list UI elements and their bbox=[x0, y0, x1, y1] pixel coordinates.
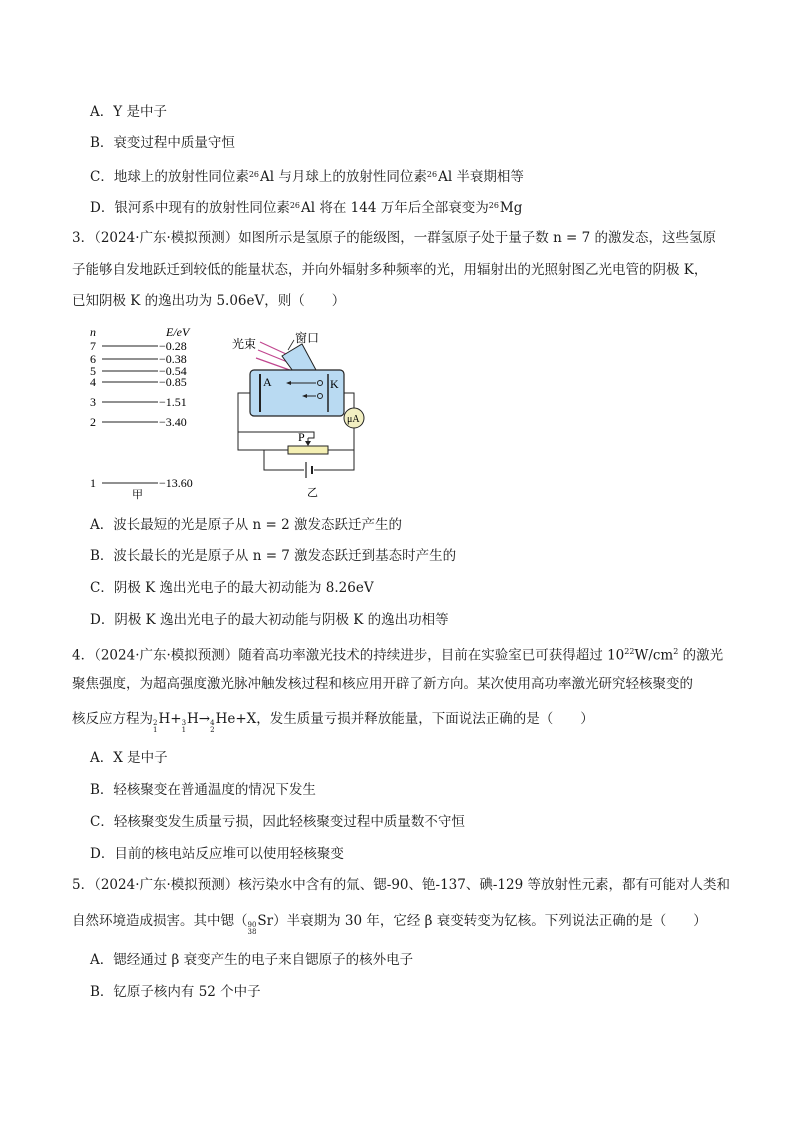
n-axis-label: n bbox=[90, 325, 96, 339]
slider-label: P bbox=[298, 430, 305, 444]
option-c-prev bbox=[90, 166, 524, 186]
level-n: 6 bbox=[90, 352, 96, 366]
energy-axis-label: E/eV bbox=[166, 325, 190, 339]
energy-level-diagram bbox=[84, 320, 214, 500]
level-n: 2 bbox=[90, 415, 96, 429]
atomic-number: 1 bbox=[181, 726, 187, 734]
photoelectric-circuit-diagram bbox=[228, 326, 378, 502]
stem-text: 的激光 bbox=[678, 647, 724, 664]
level-energy: −3.40 bbox=[159, 415, 187, 429]
option-text: C．地球上的放射性同位素 bbox=[90, 169, 249, 185]
stem-text: 自然环境造成损害。其中锶（ bbox=[72, 913, 248, 929]
level-energy: −13.60 bbox=[159, 476, 193, 490]
level-n: 4 bbox=[90, 375, 96, 389]
stem-text: ）半衰期为 30 年，它经 β 衰变转变为钇核。下列说法正确的是（ ） bbox=[273, 913, 707, 929]
level-energy: −0.54 bbox=[159, 364, 187, 378]
q5-stem-line1: 5．（2024·广东·模拟预测）核污染水中含有的氚、锶-90、铯-137、碘-129 等放射性元素，都有可能对人类和 bbox=[72, 877, 730, 893]
level-energy: −0.85 bbox=[159, 375, 187, 389]
option-text: Al 将在 144 万年后全部衰变为 bbox=[301, 200, 489, 216]
option-text: Al 与月球上的放射性同位素 bbox=[260, 169, 427, 185]
level-1 bbox=[90, 476, 193, 490]
q4-option-d: D．目前的核电站反应堆可以使用轻核聚变 bbox=[90, 846, 344, 862]
level-2 bbox=[90, 415, 187, 429]
q5-option-a: A．锶经通过 β 衰变产生的电子来自锶原子的核外电子 bbox=[90, 952, 414, 968]
exponent: 22 bbox=[624, 647, 635, 656]
q4-stem-line1 bbox=[72, 643, 723, 665]
nuclide-index bbox=[153, 720, 157, 734]
isotope-mass: 26 bbox=[248, 170, 260, 179]
isotope-mass: 26 bbox=[488, 201, 499, 210]
option-b-prev bbox=[90, 134, 235, 152]
q4-stem-line2: 聚焦强度，为超高强度激光脉冲触发核过程和核应用开辟了新方向。某次使用高功率激光研究轻核聚变的 bbox=[72, 676, 693, 692]
q3-stem-line2: 子能够自发地跃迁到较低的能量状态，并向外辐射多种频率的光，用辐射出的光照射图乙光电管的阴极 K， bbox=[72, 262, 708, 278]
option-text: Mg bbox=[499, 200, 523, 216]
mass-number: 90 bbox=[247, 921, 257, 929]
beam-label: 光束 bbox=[232, 337, 257, 351]
q3-stem-line1: 3．（2024·广东·模拟预测）如图所示是氢原子的能级图，一群氢原子处于量子数 n = 7 的激发态，这些氢原 bbox=[72, 230, 717, 246]
stem-text: ，发生质量亏损并释放能量，下面说法正确的是（ ） bbox=[256, 711, 594, 727]
q4-stem-line3 bbox=[72, 710, 594, 734]
q3-stem-line3: 已知阴极 K 的逸出功为 5.06eV，则（ ） bbox=[72, 293, 346, 309]
atomic-number: 38 bbox=[247, 928, 257, 936]
level-n: 7 bbox=[90, 339, 96, 353]
atomic-number: 1 bbox=[153, 726, 158, 734]
option-text: Al 半衰期相等 bbox=[438, 169, 524, 185]
nuclide-index bbox=[210, 720, 214, 734]
window-label: 窗口 bbox=[295, 331, 320, 345]
level-energy: −1.51 bbox=[159, 395, 187, 409]
level-7 bbox=[90, 339, 187, 353]
q3-option-a: A．波长最短的光是原子从 n = 2 激发态跃迁产生的 bbox=[90, 517, 403, 533]
isotope-mass: 26 bbox=[289, 201, 301, 210]
cathode-label: K bbox=[330, 377, 339, 391]
equation-term: H→ bbox=[187, 711, 211, 727]
option-d-prev bbox=[90, 197, 522, 217]
rheostat bbox=[288, 446, 328, 454]
figure-caption-jia: 甲 bbox=[132, 489, 143, 500]
level-energy: −0.28 bbox=[159, 339, 187, 353]
q3-option-b: B．波长最长的光是原子从 n = 7 激发态跃迁到基态时产生的 bbox=[90, 548, 457, 564]
level-n: 3 bbox=[90, 395, 96, 409]
q4-option-c: C．轻核聚变发生质量亏损，因此轻核聚变过程中质量数不守恒 bbox=[90, 814, 465, 830]
equation-term: H+ bbox=[158, 711, 182, 727]
isotope-mass: 26 bbox=[426, 170, 438, 179]
atomic-number: 2 bbox=[210, 726, 215, 734]
option-text: A．Y 是中子 bbox=[90, 104, 167, 120]
level-energy: −0.38 bbox=[159, 352, 187, 366]
level-n: 5 bbox=[90, 364, 96, 378]
nuclide-index bbox=[248, 922, 257, 936]
q5-option-b: B．钇原子核内有 52 个中子 bbox=[90, 984, 261, 1000]
mass-number: 2 bbox=[153, 719, 158, 727]
q4-option-b: B．轻核聚变在普通温度的情况下发生 bbox=[90, 782, 316, 798]
option-a-prev bbox=[90, 103, 167, 121]
q3-option-c: C．阴极 K 逸出光电子的最大初动能为 8.26eV bbox=[90, 580, 374, 596]
level-3 bbox=[90, 395, 187, 409]
stem-text: 核反应方程为 bbox=[72, 711, 153, 727]
meter-label: μA bbox=[347, 414, 360, 425]
mass-number: 3 bbox=[181, 719, 187, 727]
anode-label: A bbox=[263, 375, 272, 389]
stem-text: W/cm bbox=[634, 647, 674, 664]
option-text: B．衰变过程中质量守恒 bbox=[90, 135, 235, 151]
option-text: D．银河系中现有的放射性同位素 bbox=[90, 200, 290, 216]
element-symbol: Sr bbox=[257, 913, 274, 929]
stem-text: 4．（2024·广东·模拟预测）随着高功率激光技术的持续进步，目前在实验室已可获得超过 10 bbox=[72, 647, 625, 664]
exponent: 2 bbox=[673, 647, 679, 656]
q4-option-a: A．X 是中子 bbox=[90, 750, 168, 766]
nuclide-index bbox=[182, 720, 186, 734]
level-n: 1 bbox=[90, 476, 96, 490]
mass-number: 4 bbox=[210, 719, 215, 727]
figure-caption-yi: 乙 bbox=[307, 487, 318, 499]
q5-stem-line2 bbox=[72, 912, 707, 936]
level-4 bbox=[90, 375, 187, 389]
equation-term: He+X bbox=[215, 711, 257, 727]
q3-option-d: D．阴极 K 逸出光电子的最大初动能与阴极 K 的逸出功相等 bbox=[90, 612, 449, 628]
